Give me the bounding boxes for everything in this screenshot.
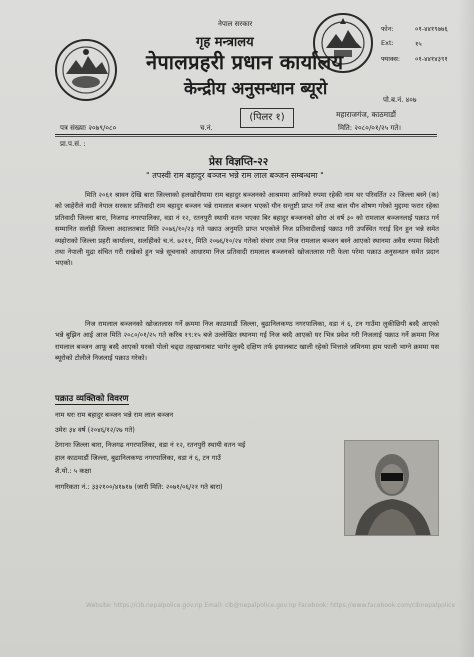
- arrested-citizenship: नागरिकता नं.: ३३२१००/४१७१७ (जारी मिति: २०७१/०६/२१ गते बारा): [55, 483, 223, 491]
- arrested-age: उमेरः ३४ वर्ष (२०४६/१२/२७ गते): [55, 426, 135, 434]
- arrested-name: नाम थरः राम बहादुर बञ्जन भन्ने राम लाल बञ्जन: [55, 411, 174, 419]
- ext-label: Ext:: [381, 39, 394, 47]
- bureau-title: केन्द्रीय अनुसन्धान ब्यूरो: [184, 79, 328, 99]
- nepal-police-emblem: [54, 38, 118, 102]
- letter-number: पत्र संख्याः २०७९/०८०: [60, 124, 117, 132]
- arrested-address-line-1: ठेगानाः जिल्ला बारा, निजगढ नगरपालिका, वडा नं १२, रतनपुरी स्थायी वतन भई: [55, 441, 246, 449]
- body-paragraph-2: निज रामलाल बञ्जनको खोजतलास गर्ने क्रममा निज काठमाडौं जिल्ला, बुढानिलकण्ठ नगरपालिका, वडा नं ६, टन गाउँमा लुकीछिपी बस्दै आएको भन्ने बुझिन आई आज मिति २०८०/०१/२५ गते करिब १९:१५ बजे उल्लेखित स्थानमा गई निज बस्दै आएको घर भित्र प्रवेश गरी निजलाई पक्राउ गर्ने क्रममा निज रामलाल बञ्जन आफू बस्दै आएको घरको पोलो चढ्दा तहखानाबाट भागेर लुक्दै दक्षिण तर्फ इयालबाट खाली रहेको भित्ताले जमिनमा हाम फाली भाग्ने क्रममा यस ब्यूरोको टोलीले निजलाई पक्राउ गरेको।: [55, 320, 439, 363]
- footer-website: Website: https://cib.nepalpolice.gov.np Email: cib@nepalpolice.gov.np Facebook: https://www.facebook.com/cibnepalpolice: [86, 602, 456, 609]
- arrested-person-photo: [344, 440, 439, 536]
- letter-date: मिति: २०८०/०१/२५ गते।: [338, 124, 402, 132]
- fax-label: फ्याक्स:: [381, 55, 401, 63]
- arrested-details-heading: पक्राउ व्यक्तिको विवरण: [55, 394, 129, 404]
- ministry-label: गृह मन्त्रालय: [196, 35, 254, 50]
- ext-value: १५: [415, 40, 422, 48]
- reference-number: प्रा.प.सं. :: [60, 140, 86, 148]
- dispatch-number: च.नं.: [200, 124, 213, 132]
- person-silhouette-icon: [345, 441, 439, 536]
- phone-value: ०१-४४१९७७६: [415, 25, 448, 33]
- fax-value: ०१-४४१४३९१: [415, 55, 448, 63]
- phone-label: फोन:: [381, 25, 394, 33]
- copy-label: (पिलर १): [240, 108, 294, 128]
- header-divider: [55, 134, 437, 135]
- press-release-title: प्रेस विज्ञप्ति-२२: [209, 156, 269, 168]
- government-label: नेपाल सरकार: [218, 20, 253, 28]
- po-box: पो.ब.नं. ४०७: [383, 96, 417, 104]
- arrested-education: शै.यो.: ५ कक्षा: [55, 467, 92, 475]
- page-edge-shadow: [458, 0, 474, 657]
- office-address: महाराजगंज, काठमाडौं: [336, 110, 396, 119]
- body-paragraph-1: मिति २०६१ श्रावन देखि बारा जिल्लाको हलखोरीयामा राम बहादुर बञ्जनको आश्रममा आनिको रुपमा रहेकी नाम थर परिवर्तित २२ जिल्ला बस्ने (क) को जाहेरीले वादी नेपाल सरकार प्रतिवादी राम बहादुर बञ्जन भन्ने रामलाल बञ्जन भएको यौन सन्तुष्टी प्राप्त गर्ने तथा बाल यौन शोषण गरेको मुद्दामा फरार रहेका प्रतिवादी जिल्ला बारा, निजगढ नगरपालिका, वडा नं १२, रतनपुरी स्थायी वतन भएका बिर बहादुर बञ्जनको छोरा अं वर्ष ३० को रामलाल बञ्जनलाई पक्राउ गर्न सम्मानित सर्लाही जिल्ला अदालतबाट मिति २०७६/१०/२३ गते पक्राउ अनुमति प्राप्त भएकोले निज प्रतिवादीलाई पक्राउ गरी उपस्थित गराई दिन हुन भन्ने समेत व्यहोराको जिल्ला प्रहरी कार्यालय, सर्लाहीको च.नं. ७२११, मिति २०७६/१०/२४ गतेको संचार तथा निज रामलाल बञ्जन बस्ने आएको स्थानमा अवैध रुपमा विदेशी तथा नेपाली मुद्रा संचित गरी राखेको हुन भन्ने सूचनाको आधारमा निज प्रतिवादी रामलाल बञ्जनको खोजतलास गरी फेला परेमा पक्राउ अनुसन्धान समेत प्रदान भएको।: [55, 191, 439, 268]
- header-divider-secondary: [55, 136, 437, 137]
- arrested-address-line-2: हाल काठमाडौं जिल्ला, बुढानिलकण्ठ नगरपालिका, वडा नं ६, टन गाउँ: [55, 454, 221, 462]
- police-headquarters-title: नेपालप्रहरी प्रधान कार्यालय: [146, 50, 344, 74]
- press-release-subject: " तपस्वी राम बहादुर बञ्जन भन्ने राम लाल बञ्जन सम्बन्धमा ": [146, 171, 324, 180]
